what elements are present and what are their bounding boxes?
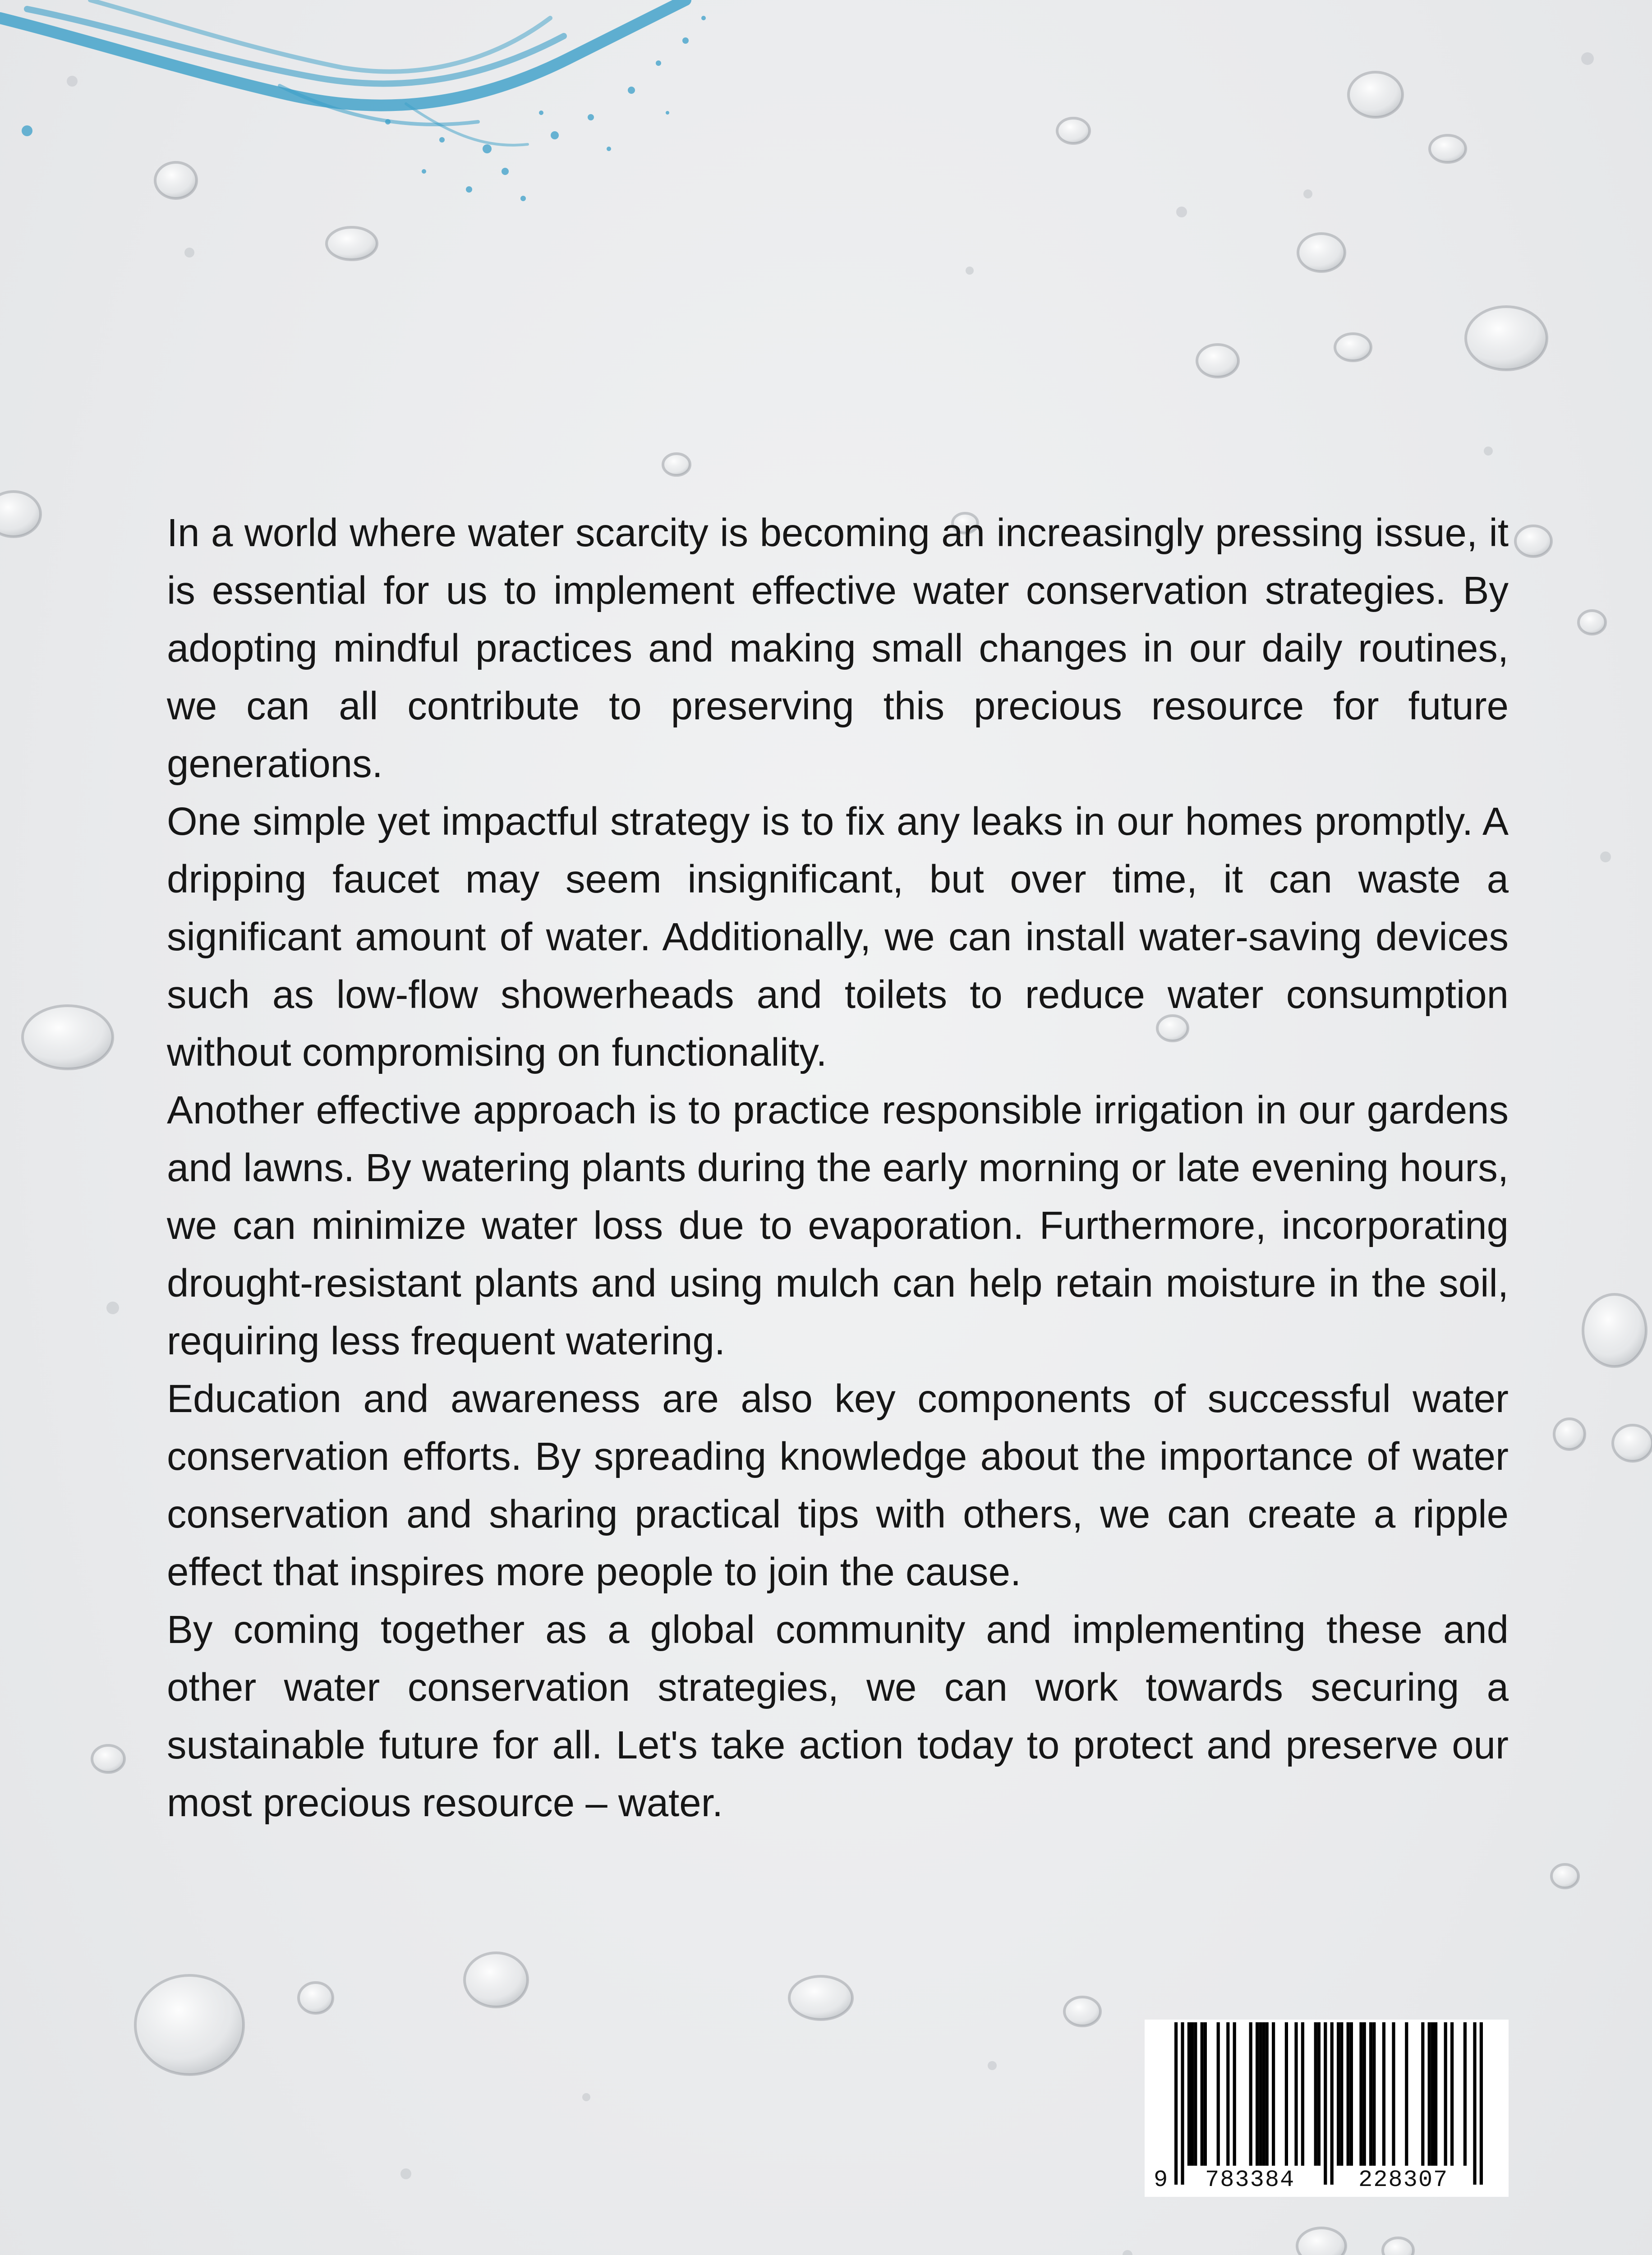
barcode-bar (1233, 2022, 1236, 2166)
barcode-bar (1249, 2022, 1252, 2166)
barcode-bar (1340, 2022, 1343, 2166)
isbn-barcode (1145, 2020, 1509, 2197)
barcode-bar (1174, 2022, 1178, 2185)
barcode-bar (1434, 2022, 1437, 2166)
barcode-bar (1226, 2022, 1229, 2166)
barcode-digit-group-2: 228307 (1356, 2167, 1451, 2194)
barcode-bar (1330, 2022, 1334, 2185)
blurb-paragraph-4: Education and awareness are also key components of successful water conservation efforts. By spreading knowledge about the importance of water conservation and sharing practical tips with others, we can create a ripple effect that inspires more people to join the cause. (167, 1377, 1509, 1594)
barcode-bar (1369, 2022, 1372, 2166)
blurb-paragraph-1: In a world where water scarcity is becoming an increasingly pressing issue, it is essential for us to implement effective water conservation strategies. By adopting mindful practices and making small changes in our daily routines, we can all contribute to preserving this precious resource for future generations. (167, 511, 1509, 786)
barcode-bar (1463, 2022, 1467, 2166)
barcode-bar (1372, 2022, 1376, 2166)
barcode-bar (1301, 2022, 1304, 2166)
barcode-digit-group-1: 783384 (1202, 2167, 1298, 2194)
barcode-bar (1359, 2022, 1362, 2166)
barcode-bar (1382, 2022, 1385, 2166)
barcode-bar (1259, 2022, 1262, 2166)
barcode-bar (1473, 2022, 1476, 2185)
barcode-bar (1265, 2022, 1269, 2166)
blurb-paragraph-2: One simple yet impactful strategy is to fix any leaks in our homes promptly. A dripping faucet may seem insignificant, but over time, it can waste a significant amount of water. Additionally, we can install water-saving devices such as low-flow showerheads and toilets to reduce water consumption without compromising on functionality. (167, 800, 1509, 1074)
barcode-bar (1272, 2022, 1275, 2166)
barcode-bars (1145, 2020, 1509, 2197)
barcode-bar (1431, 2022, 1434, 2166)
barcode-bar (1262, 2022, 1265, 2166)
barcode-bar (1204, 2022, 1207, 2166)
barcode-bar (1347, 2022, 1350, 2166)
water-splash-graphic (0, 0, 744, 235)
barcode-bar (1405, 2022, 1408, 2166)
barcode-bar (1187, 2022, 1191, 2166)
barcode-bar (1350, 2022, 1353, 2166)
barcode-bar (1201, 2022, 1204, 2166)
barcode-bar (1444, 2022, 1447, 2166)
barcode-bar (1285, 2022, 1288, 2166)
blurb-text (167, 504, 1509, 1832)
barcode-bar (1317, 2022, 1321, 2166)
barcode-bar (1428, 2022, 1431, 2166)
barcode-bar (1217, 2022, 1220, 2166)
barcode-bar (1392, 2022, 1395, 2166)
blurb-paragraph-5: By coming together as a global community and implementing these and other water conservation strategies, we can work towards securing a sustainable future for all. Let's take action today to protect and preserve our most precious resource – water. (167, 1608, 1509, 1825)
barcode-bar (1194, 2022, 1197, 2166)
barcode-bar (1181, 2022, 1184, 2185)
barcode-bar (1480, 2022, 1483, 2185)
barcode-bar (1256, 2022, 1259, 2166)
barcode-bar (1421, 2022, 1424, 2166)
blurb-paragraph-3: Another effective approach is to practice responsible irrigation in our gardens and lawns. By watering plants during the early morning or late evening hours, we can minimize water loss due to evaporation. Furthermore, incorporating drought-resistant plants and using mulch can help retain moisture in the soil, requiring less frequent watering. (167, 1088, 1509, 1363)
barcode-first-digit: 9 (1151, 2167, 1171, 2194)
barcode-bar (1294, 2022, 1298, 2166)
barcode-bar (1314, 2022, 1317, 2166)
barcode-bar (1337, 2022, 1340, 2166)
barcode-bar (1324, 2022, 1327, 2185)
barcode-bar (1191, 2022, 1194, 2166)
barcode-bar (1450, 2022, 1454, 2166)
barcode-bar (1363, 2022, 1366, 2166)
